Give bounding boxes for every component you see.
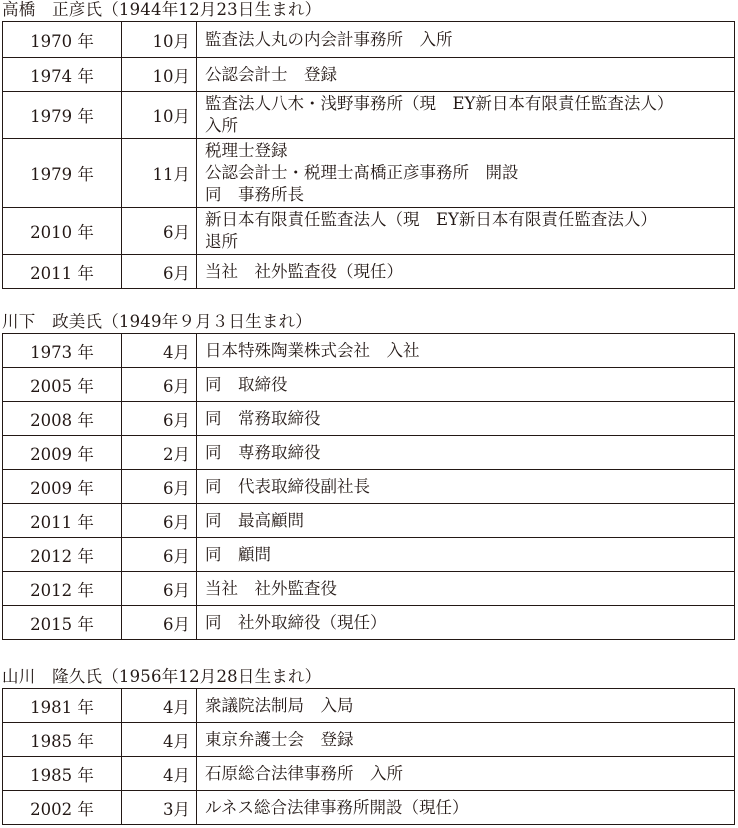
description-line: 公認会計士・税理士髙橋正彦事務所 開設 bbox=[205, 163, 519, 182]
description-cell bbox=[197, 92, 735, 139]
description-cell bbox=[197, 606, 735, 640]
year-cell: 2011 年 bbox=[3, 255, 122, 289]
year-cell: 1973 年 bbox=[3, 334, 122, 368]
month-cell: 6月 bbox=[122, 255, 197, 289]
description-cell bbox=[197, 58, 735, 92]
person-heading: 川下 政美氏（1949年９月３日生まれ） bbox=[2, 312, 312, 331]
year-cell: 1979 年 bbox=[3, 92, 122, 139]
description-line: 公認会計士 登録 bbox=[205, 64, 337, 84]
description-cell bbox=[197, 689, 735, 723]
career-row bbox=[3, 334, 735, 368]
month-cell: 6月 bbox=[122, 504, 197, 538]
month-cell: 4月 bbox=[122, 334, 197, 368]
career-row bbox=[3, 208, 735, 255]
description-line: 同 顧問 bbox=[205, 544, 271, 564]
description-cell bbox=[197, 436, 735, 470]
month-cell: 6月 bbox=[122, 572, 197, 606]
description-line: 当社 社外監査役（現任） bbox=[205, 261, 403, 281]
month-cell: 11月 bbox=[122, 139, 197, 208]
description-line: ルネス総合法律事務所開設（現任） bbox=[205, 797, 469, 817]
year-cell: 2005 年 bbox=[3, 368, 122, 402]
description-line: 新日本有限責任監査法人（現 EY新日本有限責任監査法人） bbox=[205, 210, 657, 229]
month-cell: 4月 bbox=[122, 689, 197, 723]
career-row bbox=[3, 58, 735, 92]
description-line: 同 取締役 bbox=[205, 374, 288, 394]
year-cell: 2012 年 bbox=[3, 572, 122, 606]
career-row bbox=[3, 572, 735, 606]
career-row bbox=[3, 368, 735, 402]
year-cell: 1979 年 bbox=[3, 139, 122, 208]
month-cell: 6月 bbox=[122, 402, 197, 436]
month-cell: 6月 bbox=[122, 470, 197, 504]
year-cell: 1985 年 bbox=[3, 757, 122, 791]
month-cell: 6月 bbox=[122, 208, 197, 255]
description-cell bbox=[197, 139, 735, 208]
career-row bbox=[3, 92, 735, 139]
description-line: 同 常務取締役 bbox=[205, 408, 321, 428]
description-line: 日本特殊陶業株式会社 入社 bbox=[205, 340, 420, 360]
description-line: 東京弁護士会 登録 bbox=[205, 729, 354, 749]
description-cell bbox=[197, 402, 735, 436]
description-line: 同 代表取締役副社長 bbox=[205, 476, 370, 496]
person-heading: 山川 隆久氏（1956年12月28日生まれ） bbox=[2, 667, 322, 686]
description-line: 退所 bbox=[205, 232, 238, 251]
description-line: 同 事務所長 bbox=[205, 185, 304, 204]
career-table bbox=[2, 688, 735, 825]
month-cell: 10月 bbox=[122, 22, 197, 58]
year-cell: 1970 年 bbox=[3, 22, 122, 58]
description-cell bbox=[197, 22, 735, 58]
month-cell: 10月 bbox=[122, 92, 197, 139]
career-row bbox=[3, 402, 735, 436]
description-cell bbox=[197, 255, 735, 289]
year-cell: 2009 年 bbox=[3, 436, 122, 470]
year-cell: 1974 年 bbox=[3, 58, 122, 92]
description-line: 当社 社外監査役 bbox=[205, 578, 337, 598]
career-row bbox=[3, 606, 735, 640]
year-cell: 2002 年 bbox=[3, 791, 122, 825]
description-cell bbox=[197, 572, 735, 606]
career-row bbox=[3, 757, 735, 791]
year-cell: 2012 年 bbox=[3, 538, 122, 572]
description-cell bbox=[197, 470, 735, 504]
career-row bbox=[3, 139, 735, 208]
career-table bbox=[2, 21, 735, 289]
career-row bbox=[3, 436, 735, 470]
month-cell: 3月 bbox=[122, 791, 197, 825]
month-cell: 6月 bbox=[122, 606, 197, 640]
description-cell bbox=[197, 791, 735, 825]
description-line: 監査法人丸の内会計事務所 入所 bbox=[205, 29, 453, 49]
career-row bbox=[3, 689, 735, 723]
description-line: 衆議院法制局 入局 bbox=[205, 695, 354, 715]
year-cell: 2011 年 bbox=[3, 504, 122, 538]
description-line: 監査法人八木・浅野事務所（現 EY新日本有限責任監査法人） bbox=[205, 94, 674, 113]
description-cell bbox=[197, 334, 735, 368]
career-row bbox=[3, 504, 735, 538]
career-row bbox=[3, 538, 735, 572]
description-cell bbox=[197, 368, 735, 402]
description-line: 同 最高顧問 bbox=[205, 510, 304, 530]
career-row bbox=[3, 791, 735, 825]
career-row bbox=[3, 470, 735, 504]
description-cell bbox=[197, 208, 735, 255]
career-row bbox=[3, 22, 735, 58]
description-line: 石原総合法律事務所 入所 bbox=[205, 763, 403, 783]
year-cell: 2010 年 bbox=[3, 208, 122, 255]
career-row bbox=[3, 723, 735, 757]
month-cell: 6月 bbox=[122, 368, 197, 402]
month-cell: 10月 bbox=[122, 58, 197, 92]
description-cell bbox=[197, 723, 735, 757]
description-line: 同 社外取締役（現任） bbox=[205, 612, 387, 632]
career-row bbox=[3, 255, 735, 289]
year-cell: 2015 年 bbox=[3, 606, 122, 640]
description-cell bbox=[197, 757, 735, 791]
description-line: 入所 bbox=[205, 116, 238, 135]
year-cell: 1981 年 bbox=[3, 689, 122, 723]
year-cell: 1985 年 bbox=[3, 723, 122, 757]
year-cell: 2009 年 bbox=[3, 470, 122, 504]
month-cell: 6月 bbox=[122, 538, 197, 572]
description-line: 同 専務取締役 bbox=[205, 442, 321, 462]
month-cell: 4月 bbox=[122, 723, 197, 757]
month-cell: 4月 bbox=[122, 757, 197, 791]
description-cell bbox=[197, 538, 735, 572]
month-cell: 2月 bbox=[122, 436, 197, 470]
description-cell bbox=[197, 504, 735, 538]
career-table bbox=[2, 333, 735, 640]
person-heading: 高橋 正彦氏（1944年12月23日生まれ） bbox=[2, 0, 322, 19]
description-line: 税理士登録 bbox=[205, 141, 288, 160]
year-cell: 2008 年 bbox=[3, 402, 122, 436]
